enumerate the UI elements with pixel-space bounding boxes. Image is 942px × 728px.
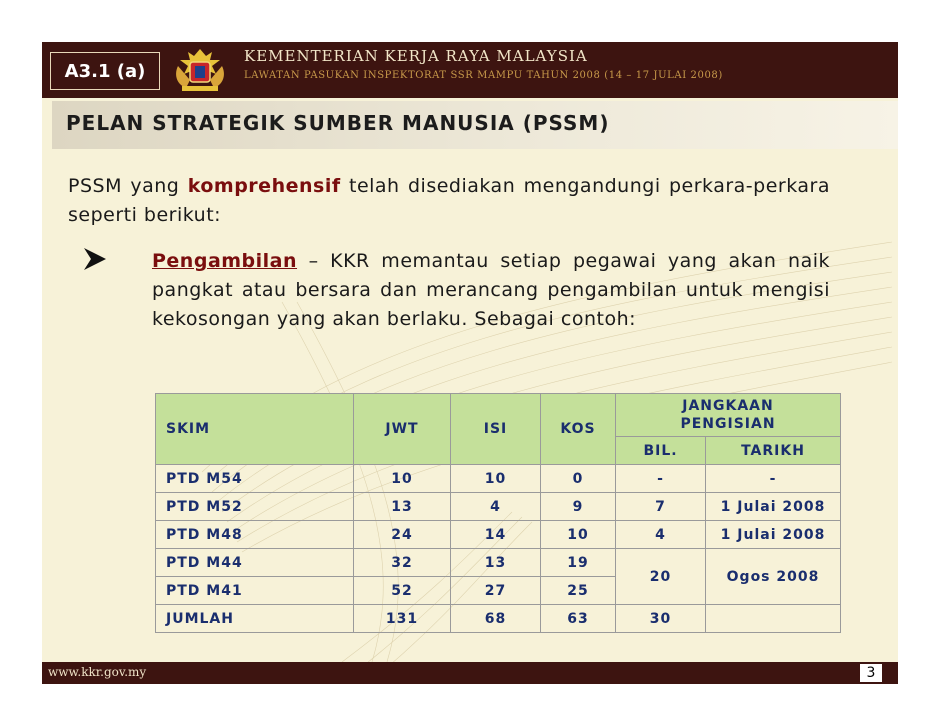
header-jangkaan: JANGKAAN PENGISIAN [616,394,841,437]
intro-text-end: telah disediakan mengandungi perkara-perkara seperti berikut: [68,175,830,226]
bullet-keyword: Pengambilan [152,250,298,272]
table-total-row [156,605,841,633]
footer-bar [42,662,898,684]
cell-total-tarikh [706,605,841,633]
cell-kos: 25 [541,577,616,605]
cell-isi: 14 [451,521,541,549]
header-skim: SKIM [156,394,354,465]
cell-tarikh: 1 Julai 2008 [706,493,841,521]
cell-jwt: 13 [354,493,451,521]
cell-isi: 13 [451,549,541,577]
header-isi: ISI [451,394,541,465]
cell-skim: PTD M48 [156,521,354,549]
cell-total-isi: 68 [451,605,541,633]
intro-text-start: PSSM yang [68,175,188,197]
cell-total-jwt: 131 [354,605,451,633]
cell-skim: PTD M52 [156,493,354,521]
cell-tarikh: 1 Julai 2008 [706,521,841,549]
header-jwt: JWT [354,394,451,465]
bullet-text: – KKR memantau setiap pegawai yang akan naik pangkat atau bersara dan merancang pengambilan untuk mengisi kekosongan yang akan berlaku. Sebagai contoh: [152,250,830,330]
cell-skim: PTD M41 [156,577,354,605]
cell-tarikh-merged: Ogos 2008 [706,549,841,605]
cell-isi: 27 [451,577,541,605]
cell-bil: - [616,465,706,493]
cell-kos: 19 [541,549,616,577]
cell-kos: 9 [541,493,616,521]
cell-skim: PTD M44 [156,549,354,577]
title-bar [52,101,898,149]
header-kos: KOS [541,394,616,465]
cell-bil: 4 [616,521,706,549]
cell-isi: 4 [451,493,541,521]
cell-jwt: 52 [354,577,451,605]
cell-total-bil: 30 [616,605,706,633]
cell-skim: PTD M54 [156,465,354,493]
cell-jwt: 24 [354,521,451,549]
cell-tarikh: - [706,465,841,493]
malaysia-coat-of-arms-icon [168,46,232,94]
bullet-paragraph [152,247,830,334]
cell-jwt: 10 [354,465,451,493]
footer-url: www.kkr.gov.my [48,665,147,679]
recruitment-table [155,393,841,633]
header-bar [42,42,898,98]
slide-title: PELAN STRATEGIK SUMBER MANUSIA (PSSM) [66,111,610,135]
intro-keyword: komprehensif [187,175,341,197]
table-row [156,549,841,577]
header-bil: BIL. [616,437,706,465]
table-row [156,493,841,521]
intro-paragraph [68,172,830,230]
slide [42,42,898,684]
cell-total-label: JUMLAH [156,605,354,633]
cell-isi: 10 [451,465,541,493]
cell-jwt: 32 [354,549,451,577]
cell-bil: 7 [616,493,706,521]
page-number: 3 [860,664,882,682]
table-row [156,521,841,549]
table-row [156,465,841,493]
cell-kos: 0 [541,465,616,493]
ministry-name: KEMENTERIAN KERJA RAYA MALAYSIA [244,47,588,65]
visit-subtitle: LAWATAN PASUKAN INSPEKTORAT SSR MAMPU TAHUN 2008 (14 – 17 JULAI 2008) [244,70,723,81]
header-tarikh: TARIKH [706,437,841,465]
cell-kos: 10 [541,521,616,549]
table-header-row [156,394,841,437]
arrowhead-bullet-icon [82,246,108,272]
cell-bil-merged: 20 [616,549,706,605]
cell-total-kos: 63 [541,605,616,633]
slide-code: A3.1 (a) [50,52,160,90]
